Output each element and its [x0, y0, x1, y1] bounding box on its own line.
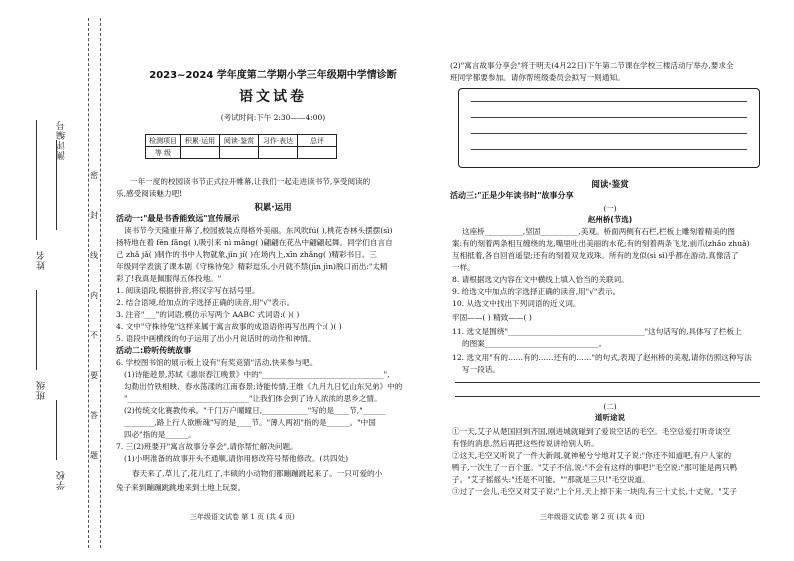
seal-char: 不	[90, 331, 98, 340]
section-reading: 阅读·鉴赏	[591, 180, 629, 190]
score-cell[interactable]	[220, 147, 259, 159]
score-header: 习作·表达	[259, 135, 298, 147]
part-label: (二)	[603, 402, 617, 411]
passage-line: 这座桥__________,坚固__________,美观。桥面两侧有石栏,栏板上雕刻着精美的图	[462, 227, 736, 236]
exam-no-label: 测评编号	[57, 120, 67, 160]
intro-line: 一年一度的校园读书节正式拉开帷幕,让我们一起走进读书节,享受阅读的	[130, 177, 371, 186]
school-blank	[56, 400, 58, 460]
question-line: (2)传统文化赛教传承。"千门万户曈曈日,____________"写的是____节,"______	[124, 406, 386, 415]
page-footer-right: 三年级语文试卷 第 2 页 (共 4 页)	[540, 513, 645, 521]
passage-line: ③过了一会儿,毛空又对艾子说:"上个月,天上掉下来一块肉,有三十丈长,十丈宽。"艾子	[452, 487, 737, 496]
subject-title: 语文试卷	[239, 89, 307, 105]
name-blank	[36, 120, 38, 240]
part-label: (一)	[603, 204, 617, 213]
passage-line: 案:有的刻着两条相互缠绕的龙,嘴里吐出美丽的水花;有的刻着两条飞龙,前爪(zhǎo zhuǎ)	[452, 239, 750, 248]
notice-answer-box[interactable]	[458, 88, 760, 168]
score-header: 积累·运用	[181, 135, 220, 147]
passage-line: 读书节今天隆重开幕了,校园被装点得格外美丽。东风吹fú( ),桃花杏林头摆摆(sì)	[124, 226, 393, 235]
score-header: 检测项目	[146, 135, 181, 147]
question: 11. 选文是围绕"____________________________________"这句话写的,具体写了栏板上	[452, 327, 742, 336]
exam-time: (考试时间:下午 2:30——4:00)	[220, 113, 326, 122]
seal-char: 密	[90, 171, 98, 180]
passage-line: ①一天,艾子从楚国回到齐国,刚进城就碰到了爱说空话的毛空。毛空总爱打听奇谈空	[452, 427, 731, 436]
passage-title: 赵州桥(节选)	[587, 215, 633, 224]
seal-char: 要	[90, 371, 98, 380]
question: 1. 阅读语段,根据拼音,将汉字写在括号里。	[116, 286, 260, 295]
passage-line: 鸭子,一次生了一百个蛋。"艾子不信,说:"不会有这样的事吧!"毛空说:"那可能是两只鸭	[452, 463, 738, 472]
passage-line: 互相抵着,各自回首遥望;还有的刻着双龙戏珠。所有的龙似(sì sì)乎都在游动,真像活了	[452, 251, 739, 260]
answer-line[interactable]	[455, 396, 760, 397]
question: 5. 语段中画横线的句子运用了出小月说话时的动作和神情。	[116, 334, 316, 343]
activity2-title: 活动二:聆听传统故事	[116, 346, 192, 355]
question: 牢固——( ) 精致——( )	[452, 313, 532, 322]
score-cell[interactable]	[298, 147, 337, 159]
question: 8. 请根据选文内容在文中横线上填入恰当的关联词。	[452, 275, 629, 284]
seal-char: 线	[90, 251, 98, 260]
question-line: 班同学都要参加。请你帮班级委员会拟写一则通知。	[450, 73, 625, 82]
story-line: 兔子来到蹦蹦跳跳地来到土地上玩耍。	[116, 483, 246, 492]
question: 6. 学校图书馆的展示板上设有"有奖竞猜"活动,快来参与吧。	[116, 358, 318, 367]
question: 10. 从选文中找出下列词语的近义词。	[452, 299, 581, 308]
question-line: ________,路上行人欲断魂"写的是____节。"薄人两初"指的是______。"中国	[124, 418, 376, 427]
question-line: (1)诗能趁景,苏轼《惠崇春江晚景》中的"________________________________",	[124, 370, 390, 379]
question: 写一段话。	[462, 365, 500, 374]
section-accumulate: 积累·运用	[254, 203, 292, 213]
question: 的图案______________________________。	[462, 339, 607, 348]
passage-line: 己 zhǎ jǎ( )制作的书中人物就象,jǐn jí( )在场内上,xīn zhǎng( )精彩书日。三	[116, 250, 377, 259]
binding-fold-line	[100, 18, 101, 548]
activity3-title: 活动三:"正是少年读书时"故事分享	[450, 191, 574, 200]
class-label: 班级	[37, 380, 47, 400]
score-cell[interactable]	[259, 147, 298, 159]
question: 3. 注音"___"的词语,模仿示写两个 AABC 式词语:( )( )	[116, 310, 300, 319]
question-line: 勾勒出竹铁相映、春水荡漾的江南春景;诗能传情,王维《九月九日忆山东兄弟》中的	[124, 382, 403, 391]
passage-line: ②这天,毛空又听说了一件大新闻,就神秘兮兮地对艾子说:"你还不知道吧,有户人家的	[452, 451, 732, 460]
score-header: 阅读·鉴赏	[220, 135, 259, 147]
seal-char: 答	[90, 411, 98, 420]
seal-char: 题	[90, 451, 98, 460]
passage-line: 一样。	[452, 263, 475, 272]
passage-line: 有怪的消息,然后再把这些传说讲给别人听。	[452, 439, 599, 448]
answer-line	[471, 117, 747, 118]
answer-line	[471, 149, 747, 150]
score-header: 总评	[298, 135, 337, 147]
question: 2. 结合语境,给加点的字选择正确的读音,用"√"表示。	[116, 298, 295, 307]
name-label: 姓名	[37, 250, 47, 270]
exam-title: 2023~2024 学年度第二学期小学三年级期中学情诊断	[149, 70, 397, 81]
passage-line: 年级同学表演了课本剧《守株待兔》精彩逗乐,小月就不禁(jīn jìn)脱口而出:"太精	[116, 262, 388, 271]
binding-cut-line	[88, 18, 89, 548]
exam-no-blank	[56, 140, 58, 230]
class-blank	[36, 290, 38, 370]
answer-line	[471, 101, 747, 102]
story-line: 春天来了,草儿了,花儿红了,丰硕的小动物们都蹦蹦跳起来了。一只可爱的小	[132, 469, 383, 478]
passage-title: 道听途说	[595, 413, 625, 422]
answer-line[interactable]	[455, 382, 760, 383]
question: 4. 文中"守株待兔"这样来属于寓言故事的成语语你再写出两个:( )( )	[116, 322, 342, 331]
passage-line: 彩了!我真是佩服得五体投地。"	[116, 274, 222, 283]
answer-line	[471, 133, 747, 134]
seal-char: 封	[90, 211, 98, 220]
score-table	[145, 134, 337, 159]
question-line: "________________________________"让我们体会到了诗人浓浓的思乡之情。	[124, 394, 382, 403]
passage-line: 扬特地在着 fěn fǎng( ),吸引来 nì mǎng( )翩翩在花丛中翩翩起舞。同学们自言自	[116, 238, 393, 247]
seal-char: 内	[90, 291, 98, 300]
activity1-title: 活动一:"最是书香能致远"宣传展示	[116, 214, 240, 223]
question: 9. 给选文中加点的字选择正确的读音,用"√"表示。	[452, 287, 621, 296]
question: 12. 选文用"有的……有的……还有的……"的句式,表现了赵州桥的美观,请你仿照这种写法	[452, 353, 752, 362]
intro-line: 乐,感受阅读魅力吧!	[116, 189, 183, 198]
page-footer-left: 三年级语文试卷 第 1 页 (共 4 页)	[190, 513, 295, 521]
school-label: 学校	[57, 470, 67, 490]
score-cell[interactable]	[181, 147, 220, 159]
passage-line: 子。"艾子摇摇头:"还是不可能。""那就是三只!"毛空说道。	[452, 475, 650, 484]
question-line: 四必"指的是______。	[124, 430, 196, 439]
question-line: (2)"寓言故事分享会"将于明天(4月22日)下午第二节课在学校三楼活动厅举办,要求全	[450, 61, 734, 70]
question: (1)小明准备的故事开头不通顺,请你用修改符号帮他修改。(共四处)	[124, 454, 349, 463]
question: 7. 三(2)班要开"寓言故事分享会",请你帮忙解决问题。	[116, 442, 298, 451]
score-label: 等 级	[146, 147, 181, 159]
